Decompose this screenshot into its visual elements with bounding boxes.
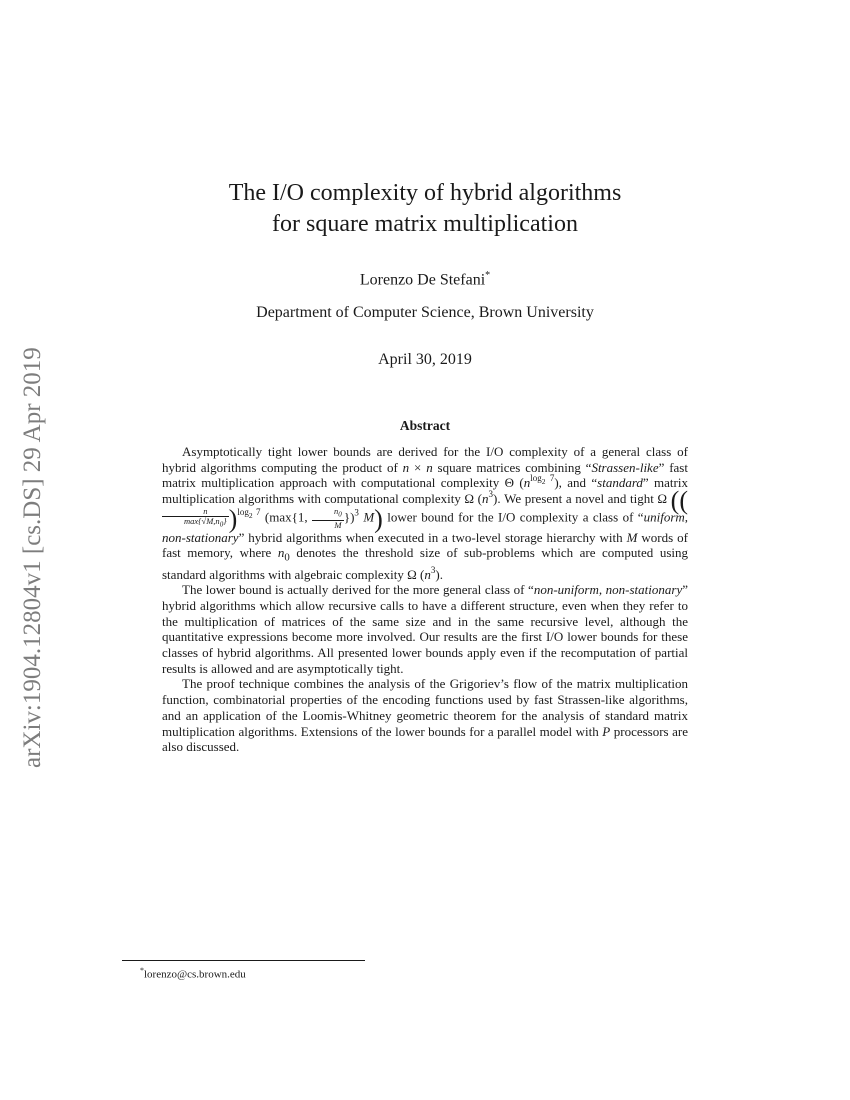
title-line-2: for square matrix multiplication: [272, 211, 578, 237]
title-line-1: The I/O complexity of hybrid algorithms: [228, 180, 622, 206]
title-block: [140, 178, 710, 369]
author: [140, 270, 710, 289]
affiliation: Department of Computer Science, Brown University: [256, 304, 594, 322]
footnote-mark: *: [140, 966, 144, 975]
author-email: lorenzo@cs.brown.edu: [144, 968, 246, 981]
footnote: [140, 966, 246, 981]
abstract-body: [162, 444, 688, 755]
author-name: Lorenzo De Stefani: [359, 271, 486, 289]
author-footnote-mark: *: [485, 270, 491, 281]
arxiv-watermark: [2, 268, 52, 768]
abstract-paragraph-1: Asymptotically tight lower bounds are derived for the I/O complexity of a general class of hybrid algorithms computing the product of n × n square matrices combining “Strassen-like” fast matrix multiplication approach with computational complexity Θ $(n^{log_2 7})$, and “standard” matrix multiplication algorithms with computational complexity Ω $(n^3)$. We present a novel and tight Ω (( $\frac{n}{\max\{√M,n_0\}}$ )$^{log_2 7}$ (max{1, $\frac{n_0}{M}$ })$^3$ M) lower bound for the I/O complexity a class of “uniform, non-stationary” hybrid algorithms when executed in a two-level storage hierarchy with M words of fast memory, where $n_0$ denotes the threshold size of sub-problems which are computed using standard algorithms with algebraic complexity Ω $(n^3)$.: [162, 444, 689, 582]
footnote-divider: [122, 960, 365, 961]
abstract-paragraph-2: The lower bound is actually derived for the more general class of “non-uniform, non-stationary” hybrid algorithms which allow recursive calls to have a different structure, even when they refer to the multiplication of matrices of the same size and in the same recursive level, although the quantitative expressions become more involved. Our results are the first I/O lower bounds for these classes of hybrid algorithms. All presented lower bounds apply even if the recomputation of partial results is allowed and are asymptotically tight.: [162, 582, 688, 676]
arxiv-id-text: arXiv:1904.12804v1 [cs.DS] 29 Apr 2019: [19, 347, 46, 768]
abstract-paragraph-3: The proof technique combines the analysis of the Grigoriev’s flow of the matrix multiplication function, combinatorial properties of the encoding functions used by fast Strassen-like algorithms, and an application of the Loomis-Whitney geometric theorem for the analysis of standard matrix multiplication algorithms. Extensions of the lower bounds for a parallel model with P processors are also discussed.: [162, 676, 688, 755]
paper-title: [140, 178, 710, 240]
abstract-heading: Abstract: [399, 418, 451, 433]
date: April 30, 2019: [378, 351, 472, 369]
